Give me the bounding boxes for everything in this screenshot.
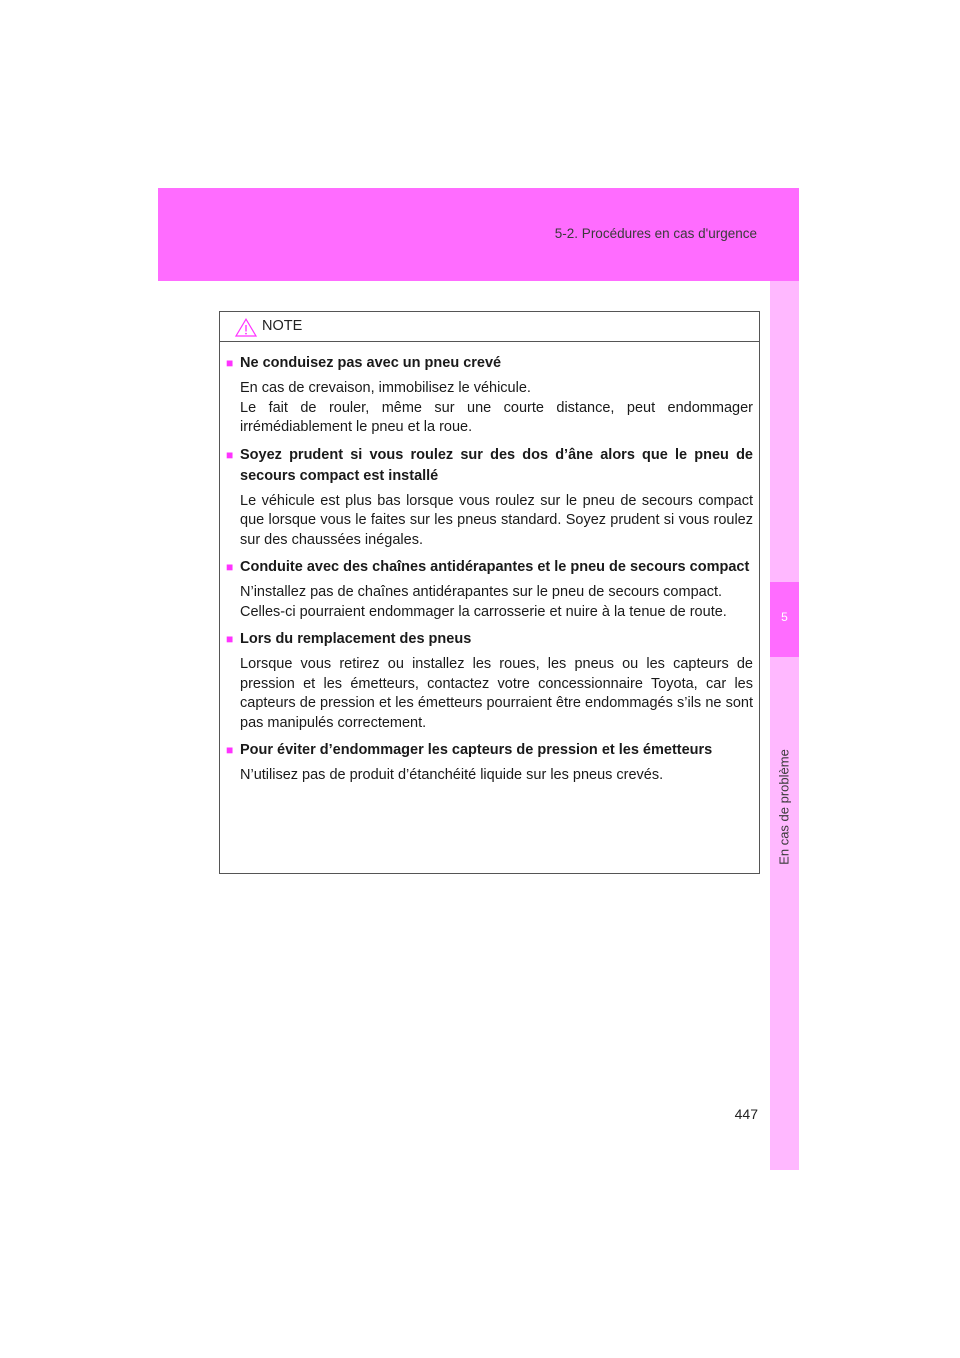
note-item-content [240,766,753,786]
note-item [226,740,753,786]
square-bullet-icon: ■ [226,356,234,370]
chapter-side-strip [770,281,799,1170]
warning-triangle-icon [235,318,257,337]
note-item-heading-text: Lors du remplacement des pneus [240,631,472,647]
square-bullet-icon: ■ [226,560,234,574]
note-paragraph: Le véhicule est plus bas lorsque vous roulez sur le pneu de secours compact que lorsque vous le faites sur les pneus standard. Soyez prudent si vous roulez sur des chaussées inégales. [240,492,753,548]
note-item [226,629,753,733]
note-title: NOTE [262,318,303,334]
note-item-heading [226,740,753,761]
note-item [226,557,753,622]
square-bullet-icon: ■ [226,632,234,646]
note-item-content [240,492,753,551]
note-item-heading [226,353,753,374]
chapter-title: En cas de problème [776,749,792,865]
note-body [220,342,759,786]
section-title: 5-2. Procédures en cas d'urgence [554,226,757,241]
note-paragraph: N’utilisez pas de produit d’étanchéité liquide sur les pneus crevés. [240,767,664,783]
page-number: 447 [734,1106,758,1122]
note-item-heading [226,445,753,487]
note-paragraph: Celles-ci pourraient endommager la carrosserie et nuire à la tenue de route. [240,603,727,620]
header-band [158,188,799,281]
chapter-number: 5 [781,610,788,624]
note-item-heading-text: Ne conduisez pas avec un pneu crevé [240,355,502,371]
note-header [220,312,759,342]
note-paragraph: Lorsque vous retirez ou installez les roues, les pneus ou les capteurs de pression et les émetteurs, contactez votre concessionnaire Toyota, car les capteurs de pression et les émetteurs pourraient être endommagés s’ils ne sont pas manipulés correctement. [240,656,753,731]
note-item-heading-text: Conduite avec des chaînes antidérapantes et le pneu de secours compact [240,559,750,575]
note-box [219,311,760,874]
note-paragraph: En cas de crevaison, immobilisez le véhicule. [240,380,531,396]
note-item-heading-text: Soyez prudent si vous roulez sur des dos d’âne alors que le pneu de secours compact est installé [240,446,753,484]
note-item [226,353,753,438]
square-bullet-icon: ■ [226,447,234,462]
note-item-heading [226,557,753,578]
note-item-heading [226,629,753,650]
note-item-heading-text: Pour éviter d’endommager les capteurs de pression et les émetteurs [240,742,713,758]
square-bullet-icon: ■ [226,743,234,757]
note-paragraph: Le fait de rouler, même sur une courte distance, peut endommager irrémédiablement le pneu et la roue. [240,399,753,435]
note-item-content [240,379,753,438]
note-item-content [240,655,753,733]
chapter-tab [770,582,799,657]
note-item-content [240,583,753,622]
note-item [226,445,753,551]
note-paragraph: N’installez pas de chaînes antidérapantes sur le pneu de secours compact. [240,584,723,600]
